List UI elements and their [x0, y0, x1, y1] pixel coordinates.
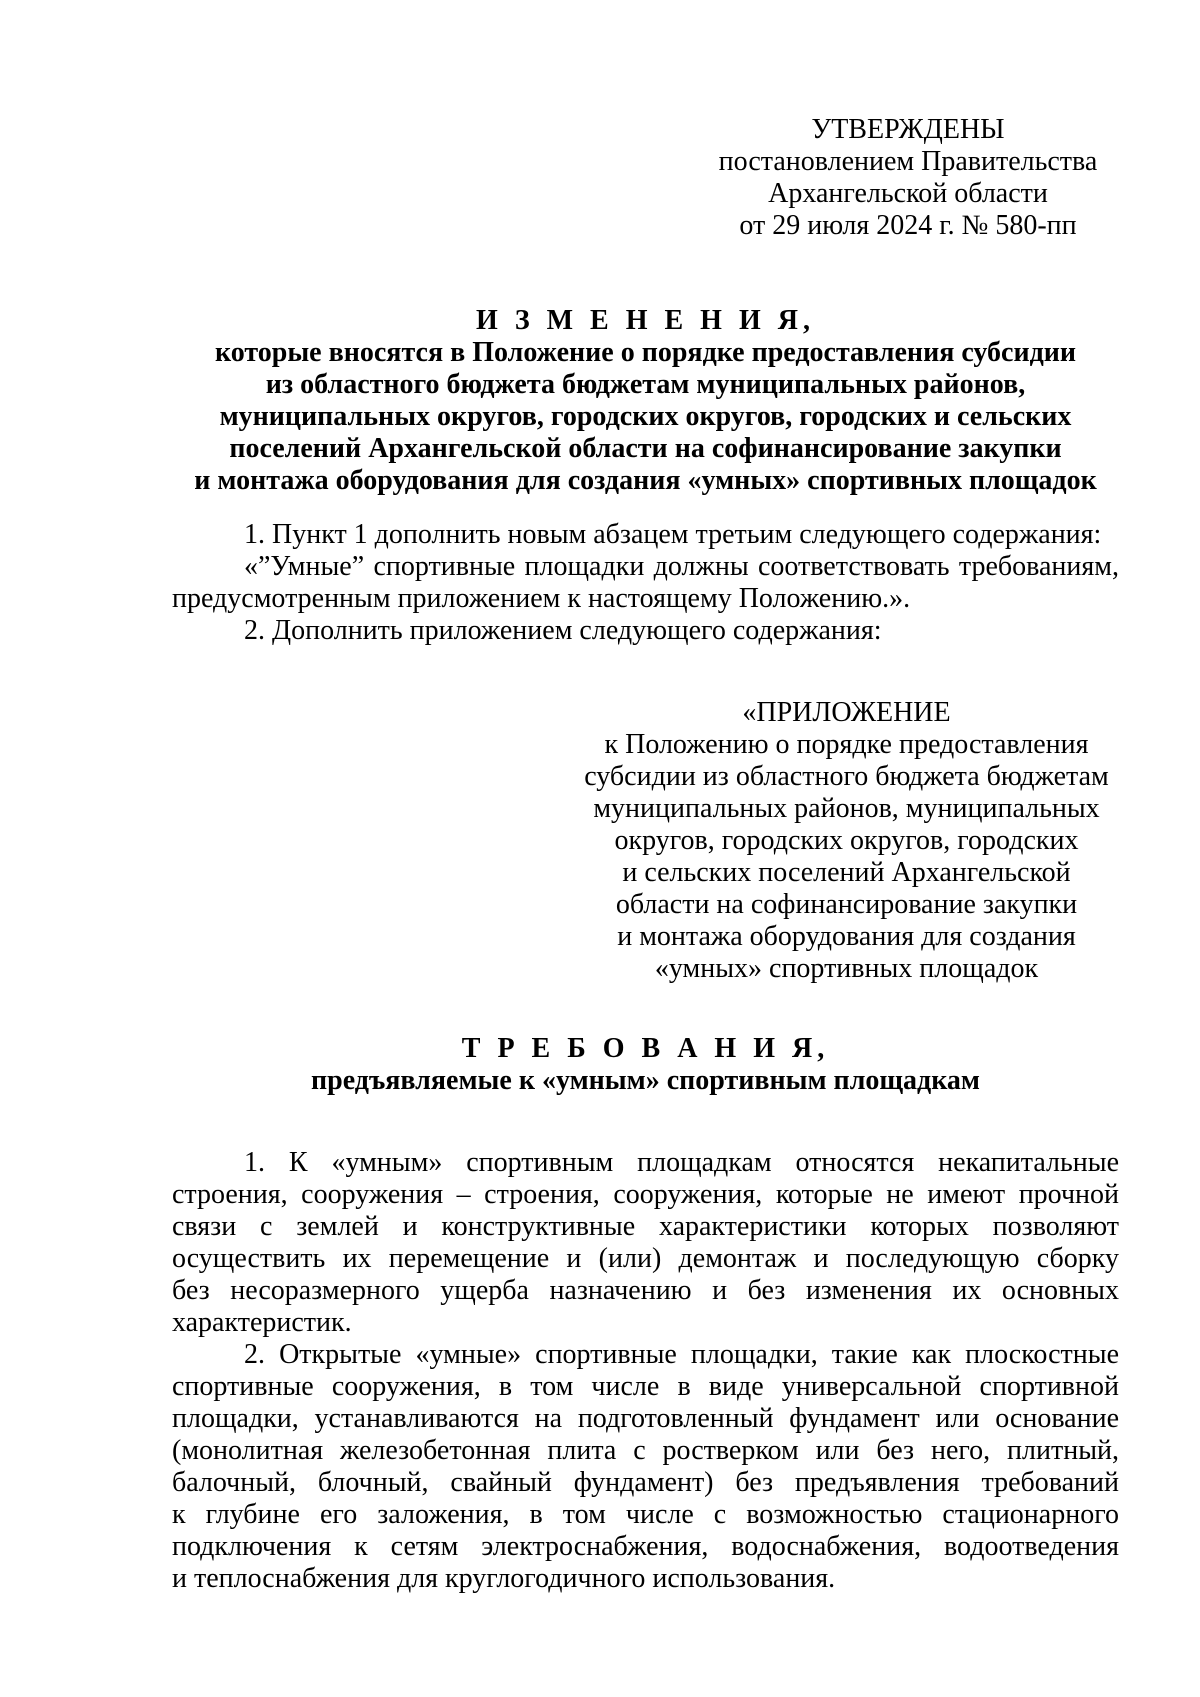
requirement-2-line: (монолитная железобетонная плита с ростверком или без него, плитный, [172, 1435, 1119, 1466]
changes-heading: И З М Е Н Е Н И Я, [476, 305, 815, 336]
requirements-heading: Т Р Е Б О В А Н И Я, [461, 1033, 830, 1064]
requirement-2-line: подключения к сетям электроснабжения, водоснабжения, водоотведения [172, 1531, 1119, 1562]
requirement-item-2 [172, 1339, 1119, 1595]
requirement-1-line: осуществить их перемещение и (или) демонтаж и последующую сборку [172, 1243, 1119, 1274]
intro-text [172, 519, 1119, 647]
requirements-subheading: предъявляемые к «умным» спортивным площадкам [311, 1065, 980, 1096]
changes-title [172, 305, 1119, 497]
approval-line-2: постановлением Правительства [718, 146, 1098, 177]
changes-title-line: из областного бюджета бюджетам муниципальных районов, [265, 369, 1026, 400]
intro-paragraph-3: 2. Дополнить приложением следующего содержания: [244, 615, 882, 646]
requirement-item-1 [172, 1147, 1119, 1339]
approval-line-1: УТВЕРЖДЕНЫ [811, 114, 1005, 145]
changes-title-line: которые вносятся в Положение о порядке предоставления субсидии [214, 337, 1077, 368]
approval-line-4: от 29 июля 2024 г. № 580-пп [739, 210, 1077, 241]
appendix-line: области на софинансирование закупки [615, 889, 1078, 920]
changes-title-line: поселений Архангельской области на софинансирование закупки [229, 433, 1062, 464]
requirement-1-line: связи с землей и конструктивные характеристики которых позволяют [172, 1211, 1119, 1242]
appendix-line: муниципальных районов, муниципальных [593, 793, 1100, 824]
approval-line-3: Архангельской области [768, 178, 1048, 209]
requirement-1-line: строения, сооружения – строения, сооружения, которые не имеют прочной [172, 1179, 1119, 1210]
appendix-line: «ПРИЛОЖЕНИЕ [742, 697, 951, 728]
requirement-2-line: площадки, устанавливаются на подготовленный фундамент или основание [172, 1403, 1119, 1434]
changes-title-line: и монтажа оборудования для создания «умных» спортивных площадок [194, 465, 1097, 496]
intro-paragraph-2-line-2: предусмотренным приложением к настоящему Положению.». [172, 583, 911, 614]
appendix-line: субсидии из областного бюджета бюджетам [584, 761, 1109, 792]
requirement-1-line: характеристик. [172, 1307, 352, 1338]
appendix-line: и монтажа оборудования для создания [617, 921, 1076, 952]
appendix-line: округов, городских округов, городских [614, 825, 1079, 856]
appendix-header [574, 697, 1119, 985]
requirement-1-line: 1. К «умным» спортивным площадкам относятся некапитальные [244, 1147, 1119, 1178]
appendix-line: к Положению о порядке предоставления [604, 729, 1089, 760]
appendix-line: «умных» спортивных площадок [654, 953, 1039, 984]
intro-paragraph-2-line-1: «”Умные” спортивные площадки должны соответствовать требованиям, [244, 551, 1119, 582]
requirement-2-line: балочный, блочный, свайный фундамент) без предъявления требований [172, 1467, 1119, 1498]
document-page [172, 0, 1119, 1697]
requirement-2-line: и теплоснабжения для круглогодичного использования. [172, 1563, 836, 1594]
appendix-line: и сельских поселений Архангельской [622, 857, 1071, 888]
requirement-2-line: 2. Открытые «умные» спортивные площадки, такие как плоскостные [244, 1339, 1119, 1370]
intro-paragraph-1: 1. Пункт 1 дополнить новым абзацем третьим следующего содержания: [244, 519, 1102, 550]
requirements-title [172, 1033, 1119, 1097]
approval-stamp [706, 114, 1110, 242]
requirement-2-line: к глубине его заложения, в том числе с возможностью стационарного [172, 1499, 1119, 1530]
requirement-1-line: без несоразмерного ущерба назначению и без изменения их основных [172, 1275, 1119, 1306]
changes-title-line: муниципальных округов, городских округов, городских и сельских [219, 401, 1072, 432]
requirement-2-line: спортивные сооружения, в том числе в виде универсальной спортивной [172, 1371, 1119, 1402]
